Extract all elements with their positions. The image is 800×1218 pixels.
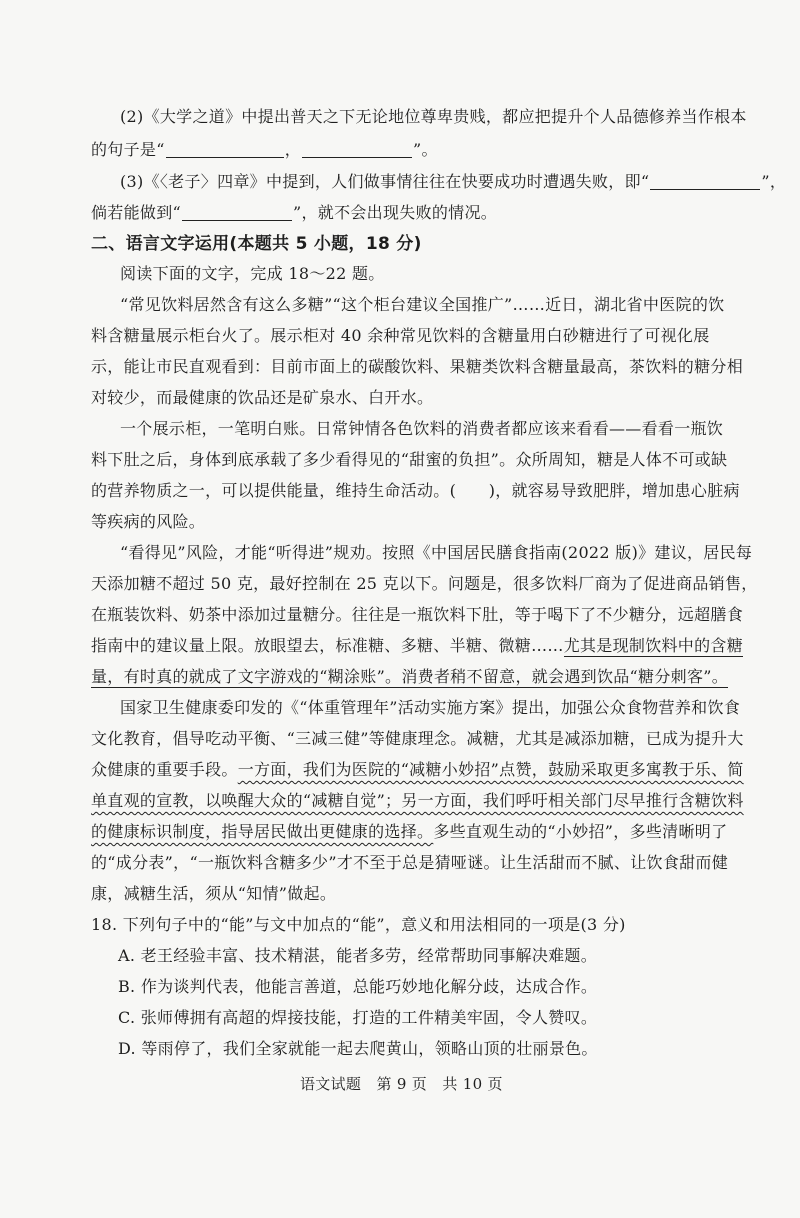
para4-line <box>91 789 744 813</box>
para4-line: 众健康的重要手段。一方面，我们为医院的“减糖小妙招”点赞，鼓励采取更多寓教于乐、简 <box>91 760 744 779</box>
para2-line: 料下肚之后，身体到底承载了多少看得见的“甜蜜的负担”。众所周知，糖是人体不可或缺 <box>91 450 728 469</box>
para1-line: 示，能让市民直观看到：目前市面上的碳酸饮料、果糖类饮料含糖量最高，茶饮料的糖分相 <box>91 357 744 376</box>
para4-line: 的健康标识制度，指导居民做出更健康的选择。多些直观生动的“小妙招”，多些清晰明了 <box>91 822 728 841</box>
answer-blank[interactable] <box>302 141 412 158</box>
para4-line: 的“成分表”，“一瓶饮料含糖多少”才不至于总是猜哑谜。让生活甜而不腻、让饮食甜而健 <box>91 853 729 872</box>
para3-line <box>91 665 728 689</box>
q18-option-d[interactable]: D. 等雨停了，我们全家就能一起去爬黄山，领略山顶的壮丽景色。 <box>118 1039 598 1058</box>
answer-blank[interactable] <box>650 173 760 190</box>
para1-line: 对较少，而最健康的饮品还是矿泉水、白开水。 <box>91 388 434 407</box>
section-title: 二、语言文字运用(本题共 5 小题，18 分) <box>91 234 422 254</box>
para3-line: 天添加糖不超过 50 克，最好控制在 25 克以下。问题是，很多饮料厂商为了促进商品销售， <box>91 574 758 593</box>
para4-line: 国家卫生健康委印发的《“体重管理年”活动实施方案》提出，加强公众食物营养和饮食 <box>120 698 741 717</box>
q2-line1: (2)《大学之道》中提出普天之下无论地位尊卑贵贱，都应把提升个人品德修养当作根本 <box>120 107 747 126</box>
answer-blank[interactable] <box>182 204 292 221</box>
wavy-underlined-sentence: 一方面，我们为医院的“减糖小妙招”点赞，鼓励采取更多寓教于乐、简 <box>237 760 744 779</box>
q18-option-b[interactable]: B. 作为谈判代表，他能言善道，总能巧妙地化解分歧，达成合作。 <box>118 977 598 996</box>
q18-stem: 18. 下列句子中的“能”与文中加点的“能”，意义和用法相同的一项是(3 分) <box>91 915 626 934</box>
para3-line: 指南中的建议量上限。放眼望去，标准糖、多糖、半糖、微糖……尤其是现制饮料中的含糖 <box>91 636 744 655</box>
q3-line1: (3)《〈老子〉四章》中提到，人们做事情往往在快要成功时遭遇失败，即“ ”， <box>120 172 787 191</box>
underlined-sentence: 尤其是现制饮料中的含糖 <box>563 636 744 655</box>
q3-line2: 倘若能做到“ ”，就不会出现失败的情况。 <box>91 203 498 222</box>
para2-line: 的营养物质之一，可以提供能量，维持生命活动。( )，就容易导致肥胖，增加患心脏病 <box>91 481 740 500</box>
para3-line: “看得见”风险，才能“听得进”规劝。按照《中国居民膳食指南(2022 版)》建议，居民每 <box>120 543 753 562</box>
para2-line: 一个展示柜，一笔明白账。日常钟情各色饮料的消费者都应该来看看——看看一瓶饮 <box>120 419 724 438</box>
q18-option-a[interactable]: A. 老王经验丰富、技术精湛，能者多劳，经常帮助同事解决难题。 <box>118 946 598 965</box>
reading-instruction: 阅读下面的文字，完成 18～22 题。 <box>120 264 385 283</box>
wavy-underlined-sentence: 的健康标识制度，指导居民做出更健康的选择。 <box>91 822 434 841</box>
page-footer: 语文试题 第 9 页 共 10 页 <box>300 1075 503 1093</box>
answer-blank[interactable] <box>166 141 284 158</box>
para1-line: 料含糖量展示柜台火了。展示柜对 40 余种常见饮料的含糖量用白砂糖进行了可视化展 <box>91 326 710 345</box>
wavy-underlined-sentence: 单直观的宣教，以唤醒大众的“减糖自觉”；另一方面，我们呼吁相关部门尽早推行含糖饮料 <box>91 791 744 810</box>
underlined-sentence: 量，有时真的就成了文字游戏的“糊涂账”。消费者稍不留意，就会遇到饮品“糖分刺客”。 <box>91 667 729 686</box>
q18-option-c[interactable]: C. 张师傅拥有高超的焊接技能，打造的工件精美牢固，令人赞叹。 <box>118 1008 598 1027</box>
para2-line: 等疾病的风险。 <box>91 512 206 531</box>
para4-line: 文化教育，倡导吃动平衡、“三减三健”等健康理念。减糖，尤其是减添加糖，已成为提升大 <box>91 729 744 748</box>
para4-line: 康，减糖生活，须从“知情”做起。 <box>91 884 337 903</box>
para1-line: “常见饮料居然含有这么多糖”“这个柜台建议全国推广”……近日，湖北省中医院的饮 <box>120 295 725 314</box>
q2-line2: 的句子是“ ， ”。 <box>91 140 438 159</box>
para3-line: 在瓶装饮料、奶茶中添加过量糖分。往往是一瓶饮料下肚，等于喝下了不少糖分，远超膳食 <box>91 605 744 624</box>
